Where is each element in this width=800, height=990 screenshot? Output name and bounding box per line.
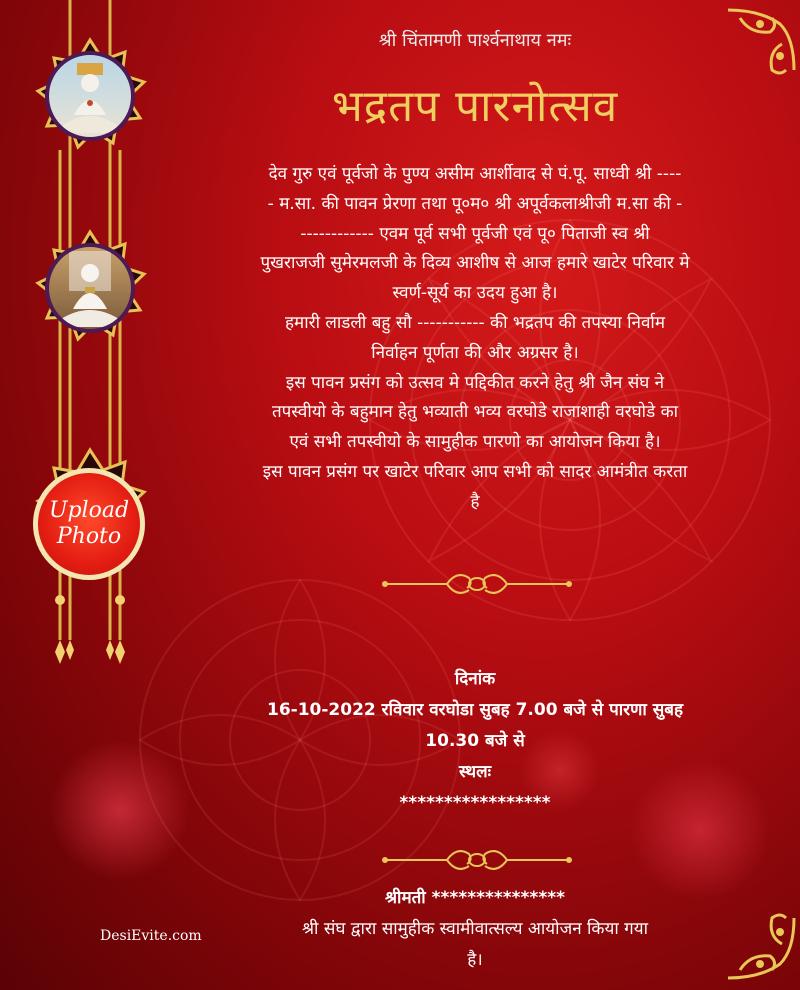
upload-line-1: Upload xyxy=(48,498,130,523)
closing-line-1: श्री संघ द्वारा सामुहीक स्वामीवात्सल्य आयोजन किया गया xyxy=(301,919,648,939)
idol-icon xyxy=(49,247,131,329)
body-line: इस पावन प्रसंग पर खाटेर परिवार आप सभी को सादर आमंत्रीत करता xyxy=(262,461,688,482)
body-line: इस पावन प्रसंग को उत्सव मे पद्दिकीत करने हेतु श्री जैन संघ ने xyxy=(285,372,665,393)
deity-photo-2 xyxy=(45,243,135,333)
venue-label: स्थलः xyxy=(458,762,492,782)
date-line-2: 10.30 बजे से xyxy=(425,731,525,751)
idol-icon xyxy=(49,55,131,137)
body-line: स्वर्ण-सूर्य का उदय हुआ है। xyxy=(392,283,558,304)
venue-value: ***************** xyxy=(399,793,551,813)
site-credit: DesiEvite.com xyxy=(100,928,202,944)
body-line: हमारी लाडली बहु सौ ----------- की भद्रतप की तपस्या निर्वाम xyxy=(285,312,665,333)
upload-photo-button[interactable] xyxy=(33,468,145,580)
date-label: दिनांक xyxy=(454,669,496,689)
body-line: एवं सभी तपस्वीयो के सामुहीक पारणो का आयोजन किया है। xyxy=(289,432,661,453)
page-title: भद्रतप पारनोत्सव xyxy=(331,81,619,132)
body-line: है xyxy=(470,491,480,512)
body-line: - म.सा. की पावन प्रेरणा तथा पू०म० श्री अपूर्वकलाश्रीजी म.सा की - xyxy=(267,193,683,214)
closing-line-2: है। xyxy=(467,950,483,970)
body-line: निर्वाहन पूर्णता की और अग्रसर है। xyxy=(371,342,579,363)
body-line: देव गुरु एवं पूर्वजो के पुण्य असीम आर्शीवाद से पं.पू. साध्वी श्री ---- xyxy=(268,164,682,184)
body-line: पुखराजजी सुमेरमलजी के दिव्य आशीष से आज हमारे खाटेर परिवार मे xyxy=(260,253,690,274)
invitation-footer xyxy=(165,883,785,976)
divider-ornament-icon xyxy=(377,566,577,602)
date-line-1: 16-10-2022 रविवार वरघोडा सुबह 7.00 बजे से पारणा सुबह xyxy=(267,700,683,720)
upload-line-2: Photo xyxy=(56,524,122,549)
invitation-body xyxy=(165,160,785,518)
invocation-line: श्री चिंतामणी पार्श्वनाथाय नमः xyxy=(378,30,572,51)
body-line: तपस्वीयो के बहुमान हेतु भव्याती भव्य वरघोडे राजाशाही वरघोडे का xyxy=(271,402,679,423)
event-details xyxy=(165,664,785,819)
body-line: ------------ एवम पूर्व सभी पूर्वजी एवं पू० पिताजी स्व श्री xyxy=(300,223,650,244)
divider-ornament-icon xyxy=(377,842,577,878)
host-line: श्रीमती *************** xyxy=(385,888,565,908)
deity-photo-1 xyxy=(45,51,135,141)
